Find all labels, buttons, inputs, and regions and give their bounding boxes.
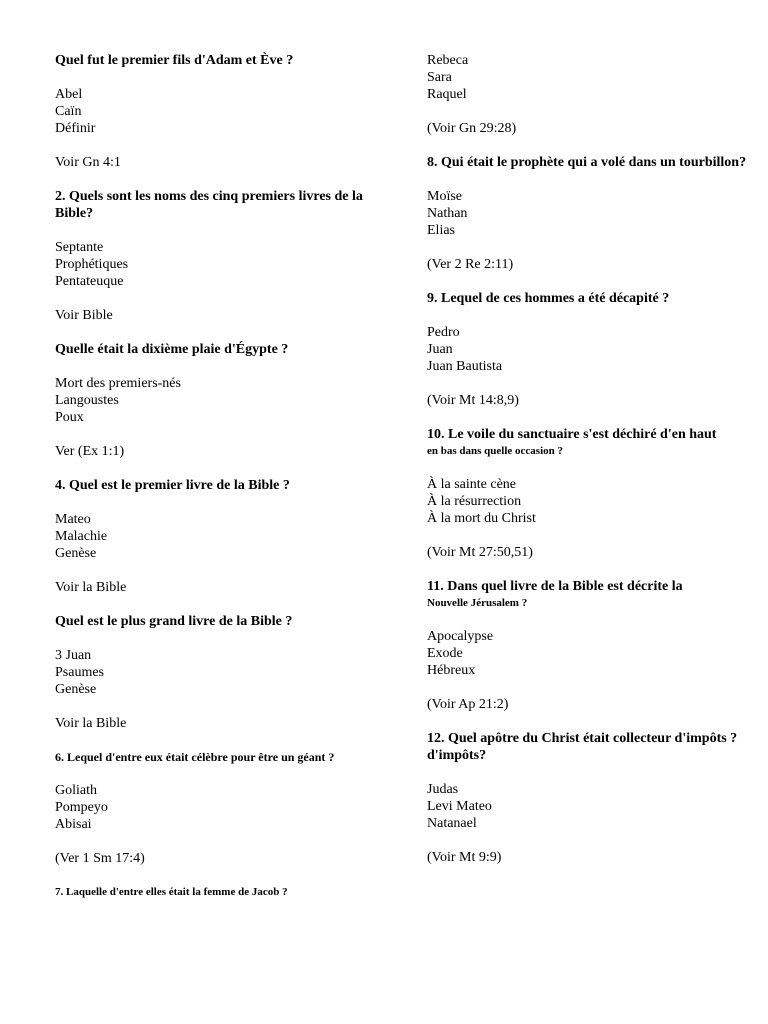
option: Malachie (55, 529, 108, 544)
option: Abisai (55, 817, 92, 832)
option: Raquel (427, 87, 467, 102)
option: Définir (55, 121, 96, 136)
question-5: Quel est le plus grand livre de la Bible ? (55, 614, 293, 629)
reference: (Voir Mt 27:50,51) (427, 545, 533, 560)
option: Juan (427, 342, 453, 357)
option: Elias (427, 223, 455, 238)
option: Pedro (427, 325, 460, 340)
option: Pompeyo (55, 800, 108, 815)
option: Hébreux (427, 663, 476, 678)
reference: (Voir Mt 9:9) (427, 850, 502, 865)
option: Juan Bautista (427, 359, 503, 374)
option: Sara (427, 70, 452, 85)
question-11: 11. Dans quel livre de la Bible est décrite la (427, 579, 683, 594)
option: Septante (55, 240, 104, 255)
option: Mort des premiers-nés (55, 376, 181, 391)
option: Langoustes (55, 393, 119, 408)
option: Genèse (55, 682, 97, 697)
question-2: 2. Quels sont les noms des cinq premiers livres de la Bible? (55, 189, 363, 221)
question-1: Quel fut le premier fils d'Adam et Ève ? (55, 53, 294, 68)
question-10-continued: en bas dans quelle occasion ? (427, 445, 563, 457)
option: Psaumes (55, 665, 104, 680)
right-column (427, 52, 762, 866)
reference: (Ver 2 Re 2:11) (427, 257, 514, 272)
option: À la résurrection (427, 494, 522, 509)
reference: (Voir Gn 29:28) (427, 121, 517, 136)
left-column (55, 52, 400, 900)
option: À la mort du Christ (427, 511, 536, 526)
question-11-continued: Nouvelle Jérusalem ? (427, 597, 528, 609)
option: Poux (55, 410, 84, 425)
question-10: 10. Le voile du sanctuaire s'est déchiré d'en haut (427, 427, 717, 442)
question-4: 4. Quel est le premier livre de la Bible ? (55, 478, 290, 493)
option: Natanael (427, 816, 477, 831)
option: Caïn (55, 104, 82, 119)
reference: Voir Gn 4:1 (55, 155, 121, 170)
option: Pentateuque (55, 274, 124, 289)
reference: Voir la Bible (55, 580, 127, 595)
reference: Voir Bible (55, 308, 113, 323)
option: 3 Juan (55, 648, 92, 663)
question-6: 6. Lequel d'entre eux était célèbre pour être un géant ? (55, 750, 335, 764)
reference: Voir la Bible (55, 716, 127, 731)
option: Goliath (55, 783, 97, 798)
option: Abel (55, 87, 83, 102)
option: Nathan (427, 206, 468, 221)
question-8: 8. Qui était le prophète qui a volé dans un tourbillon? (427, 155, 747, 170)
option: Exode (427, 646, 463, 661)
option: Rebeca (427, 53, 469, 68)
question-12: 12. Quel apôtre du Christ était collecteur d'impôts ? d'impôts? (427, 731, 738, 763)
option: À la sainte cène (427, 477, 517, 492)
reference: (Voir Ap 21:2) (427, 697, 509, 712)
reference: (Ver 1 Sm 17:4) (55, 851, 145, 866)
option: Genèse (55, 546, 97, 561)
reference: Ver (Ex 1:1) (55, 444, 125, 459)
option: Levi Mateo (427, 799, 492, 814)
question-7: 7. Laquelle d'entre elles était la femme de Jacob ? (55, 886, 288, 898)
question-3: Quelle était la dixième plaie d'Égypte ? (55, 342, 289, 357)
option: Apocalypse (427, 629, 494, 644)
question-9: 9. Lequel de ces hommes a été décapité ? (427, 291, 670, 306)
option: Moïse (427, 189, 462, 204)
option: Mateo (55, 512, 91, 527)
option: Prophétiques (55, 257, 129, 272)
option: Judas (427, 782, 459, 797)
reference: (Voir Mt 14:8,9) (427, 393, 519, 408)
